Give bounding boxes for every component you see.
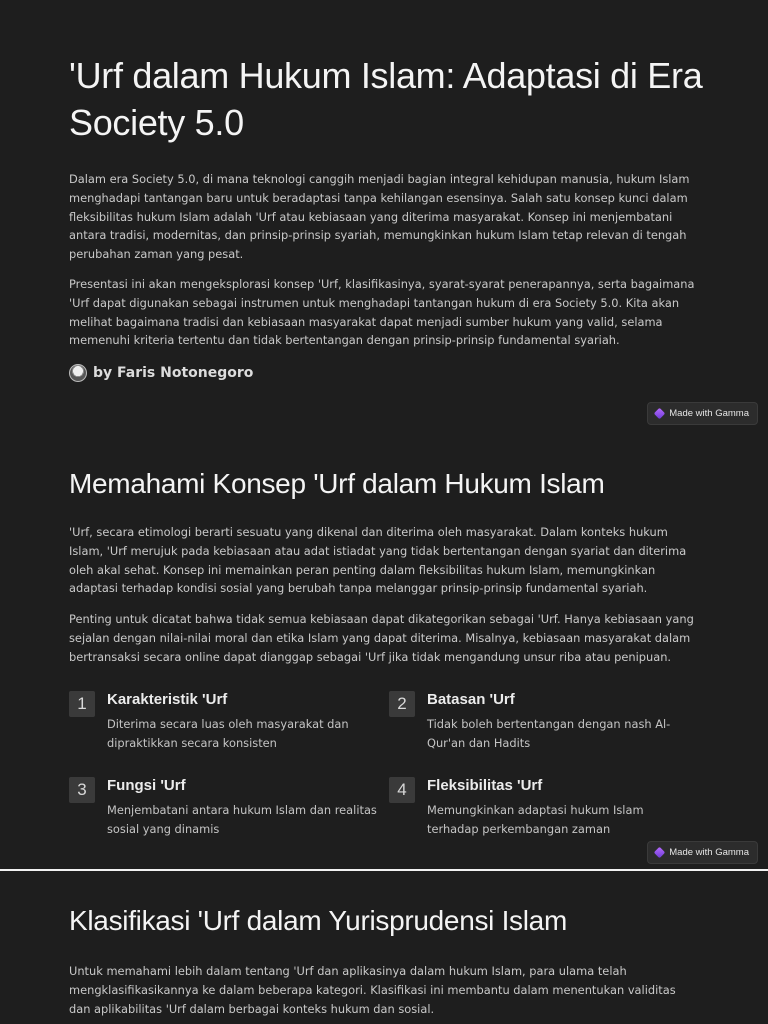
slide-2 — [0, 432, 768, 869]
item-title: Batasan 'Urf — [427, 691, 515, 708]
gamma-logo-icon — [654, 408, 665, 419]
item-description: Menjembatani antara hukum Islam dan realitas sosial yang dinamis — [107, 803, 377, 836]
slide-2-title: Memahami Konsep 'Urf dalam Hukum Islam — [69, 468, 605, 499]
item-number: 1 — [69, 691, 95, 717]
author-line[interactable] — [69, 364, 253, 382]
slide-3 — [0, 871, 768, 1024]
classification-paragraph-1: Untuk memahami lebih dalam tentang 'Urf dan aplikasinya dalam hukum Islam, para ulama telah mengklasifikasikannya ke dalam beberapa kategori. Klasifikasi ini membantu dalam menentukan validitas dan aplikabilitas 'Urf dalam berbagai konteks hukum dan sosial. — [69, 964, 676, 1016]
avatar — [69, 364, 87, 382]
item-description: Memungkinkan adaptasi hukum Islam terhadap perkembangan zaman — [427, 803, 644, 836]
badge-label: Made with Gamma — [669, 847, 749, 858]
item-description: Diterima secara luas oleh masyarakat dan dipraktikkan secara konsisten — [107, 717, 349, 750]
made-with-gamma-badge[interactable] — [647, 841, 758, 864]
item-title: Karakteristik 'Urf — [107, 691, 228, 708]
made-with-gamma-badge[interactable] — [647, 402, 758, 425]
intro-paragraph-1: Dalam era Society 5.0, di mana teknologi canggih menjadi bagian integral kehidupan manusia, hukum Islam menghadapi tantangan baru untuk beradaptasi tanpa kehilangan esensinya. Salah satu konsep kunci dalam fleksibilitas hukum Islam adalah 'Urf atau kebiasaan yang diterima masyarakat. Konsep ini menjembatani antara tradisi, modernitas, dan prinsip-prinsip syariah, memungkinkan hukum Islam tetap relevan di tengah perubahan zaman yang pesat. — [69, 172, 690, 262]
gamma-logo-icon — [654, 847, 665, 858]
slide-1 — [0, 0, 768, 432]
author-name: by Faris Notonegoro — [93, 365, 254, 381]
badge-label: Made with Gamma — [669, 408, 749, 419]
item-number: 3 — [69, 777, 95, 803]
concept-paragraph-1: 'Urf, secara etimologi berarti sesuatu yang dikenal dan diterima oleh masyarakat. Dalam konteks hukum Islam, 'Urf merujuk pada kebiasaan atau adat istiadat yang tidak bertentangan dengan syariat dan diterima oleh akal sehat. Konsep ini memainkan peran penting dalam fleksibilitas hukum Islam, memungkinkan adaptasi terhadap kondisi sosial yang berubah tanpa melanggar prinsip-prinsip fundamental syariah. — [69, 525, 687, 596]
intro-paragraph-2: Presentasi ini akan mengeksplorasi konsep 'Urf, klasifikasinya, syarat-syarat penerapannya, serta bagaimana 'Urf dapat digunakan sebagai instrumen untuk menghadapi tantangan hukum di era Society 5.0. Kita akan melihat bagaimana tradisi dan kebiasaan masyarakat dapat menjadi sumber hukum yang valid, selama memenuhi kriteria tertentu dan tidak bertentangan dengan prinsip-prinsip fundamental syariah. — [69, 277, 695, 348]
item-title: Fungsi 'Urf — [107, 777, 186, 794]
item-title: Fleksibilitas 'Urf — [427, 777, 543, 794]
item-description: Tidak boleh bertentangan dengan nash Al-Qur'an dan Hadits — [427, 717, 671, 750]
slide-3-title: Klasifikasi 'Urf dalam Yurisprudensi Islam — [69, 905, 567, 936]
item-number: 2 — [389, 691, 415, 717]
item-number: 4 — [389, 777, 415, 803]
concept-paragraph-2: Penting untuk dicatat bahwa tidak semua kebiasaan dapat dikategorikan sebagai 'Urf. Hanya kebiasaan yang sejalan dengan nilai-nilai moral dan etika Islam yang dapat diterima. Misalnya, kebiasaan masyarakat dalam bertransaksi secara online dapat dianggap sebagai 'Urf jika tidak mengandung unsur riba atau penipuan. — [69, 612, 694, 664]
slide-1-title: 'Urf dalam Hukum Islam: Adaptasi di Era Society 5.0 — [69, 55, 703, 143]
